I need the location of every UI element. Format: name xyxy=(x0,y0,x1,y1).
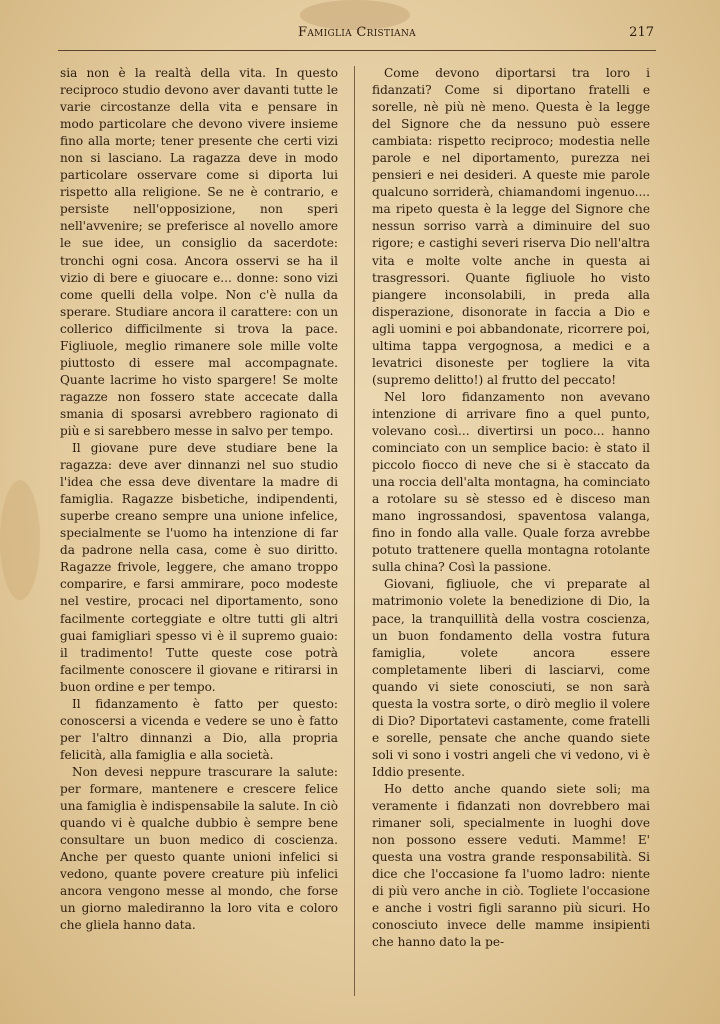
paper-stain xyxy=(0,480,40,600)
paragraph: Il giovane pure deve studiare bene la ragazza: deve aver dinnanzi nel suo studio l'idea che essa deve diventare la madre di famiglia. Ragazze bisbetiche, indipendenti, superbe creano sempre una unione infelice, specialmente se l'uomo ha intenzione di far da padrone nella casa, come è suo diritto. Ragazze frivole, leggere, che amano troppo comparire, e farsi ammirare, poco modeste nel vestire, procaci nel diportamento, sono facilmente corteggiate e oltre tutti gli altri guai famigliari spesso vi è il supremo guaio: il tradimento! Tutte queste cose potrà facilmente conoscere il giovane e ritirarsi in buon ordine e per tempo. xyxy=(60,441,338,694)
running-title: Famiglia Cristiana xyxy=(298,25,416,40)
paragraph: Non devesi neppure trascurare la salute: per formare, mantenere e crescere felice una famiglia è indispensabile la salute. In ciò quando vi è qualche dubbio è sempre bene consultare un buon medico di coscienza. Anche per questo quante unioni infelici si vedono, quante povere creature più infelici ancora vengono messe al mondo, che forse un giorno malediranno la loro vita e coloro che gliela hanno data. xyxy=(60,764,338,933)
right-column xyxy=(372,65,650,995)
left-column xyxy=(60,65,338,995)
running-header xyxy=(58,22,656,46)
paragraph: Ho detto anche quando siete soli; ma veramente i fidanzati non dovrebbero mai rimaner soli, specialmente in luoghi dove non possono essere veduti. Mamme! E' questa una vostra grande responsabilità. Si dice che l'occasione fa l'uomo ladro: niente di più vero anche in ciò. Togliete l'occasione e anche i vostri figli saranno più sicuri. Ho conosciuto invece delle mamme insipienti che hanno dato la pe- xyxy=(372,781,650,950)
paragraph: Come devono diportarsi tra loro i fidanzati? Come si diportano fratelli e sorelle, nè più nè meno. Questa è la legge del Signore che da nessuno può essere cambiata: rispetto reciproco; modestia nelle parole e nel diportamento, purezza nei pensieri e nei desideri. A queste mie parole qualcuno sorriderà, chiamandomi ingenuo.... ma ripeto questa è la legge del Signore che nessun sorriso varrà a diminuire del suo rigore; e castighi severi riserva Dio nell'altra vita e molte volte anche in questa ai trasgressori. Quante figliuole ho visto piangere inconsolabili, in preda alla disperazione, disonorate in faccia a Dio e agli uomini e poi abbandonate, ricorrere poi, ultima tappa vergognosa, a medici e a levatrici disoneste per togliere la vita (supremo delitto!) al frutto del peccato! xyxy=(372,66,650,387)
paragraph: Nel loro fidanzamento non avevano intenzione di arrivare fino a quel punto, volevano così... divertirsi un poco... hanno cominciato con un semplice bacio: è stato il piccolo fiocco di neve che si è staccato da una roccia dell'alta montagna, ha cominciato a rotolare su sè stesso ed è disceso man mano ingrossandosi, spaventosa valanga, fino in fondo alla valle. Quale forza avrebbe potuto trattenere quella montagna rotolante sulla china? Così la passione. xyxy=(372,389,650,575)
paragraph: sia non è la realtà della vita. In questo reciproco studio devono aver davanti tutte le varie circostanze della vita e pensare in modo particolare che devono vivere insieme fino alla morte; tener presente che certi vizi non si lasciano. La ragazza deve in modo particolare osservare come si diporta lui rispetto alla religione. Se ne è contrario, e persiste nell'opposizione, non speri nell'avvenire; se preferisce al novello amore le sue idee, un consiglio da sacerdote: tronchi ogni cosa. Ancora osservi se ha il vizio di bere e giuocare e... donne: sono vizi come quelli della volpe. Non c'è nulla da sperare. Studiare ancora il carattere: con un collerico difficilmente si trova la pace. Figliuole, meglio rimanere sole mille volte piuttosto di essere mal accompagnate. Quante lacrime ho visto spargere! Se molte ragazze non fossero state accecate dalla smania di sposarsi avrebbero ragionato di più e si sarebbero messe in salvo per tempo. xyxy=(60,66,338,438)
header-rule xyxy=(58,50,656,51)
page-number: 217 xyxy=(629,25,654,40)
paragraph: Giovani, figliuole, che vi preparate al matrimonio volete la benedizione di Dio, la pace, la tranquillità della vostra coscienza, un buon fondamento della vostra futura famiglia, volete ancora essere completamente liberi di lasciarvi, come quando vi siete conosciuti, se non sarà questa la vostra sorte, o dirò meglio il volere di Dio? Diportatevi castamente, come fratelli e sorelle, pensate che anche quando siete soli vi sono i vostri angeli che vi vedono, vi è Iddio presente. xyxy=(372,577,650,779)
paragraph: Il fidanzamento è fatto per questo: conoscersi a vicenda e vedere se uno è fatto per l'altro dinnanzi a Dio, alla propria felicità, alla famiglia e alla società. xyxy=(60,696,338,762)
column-divider xyxy=(354,66,355,996)
